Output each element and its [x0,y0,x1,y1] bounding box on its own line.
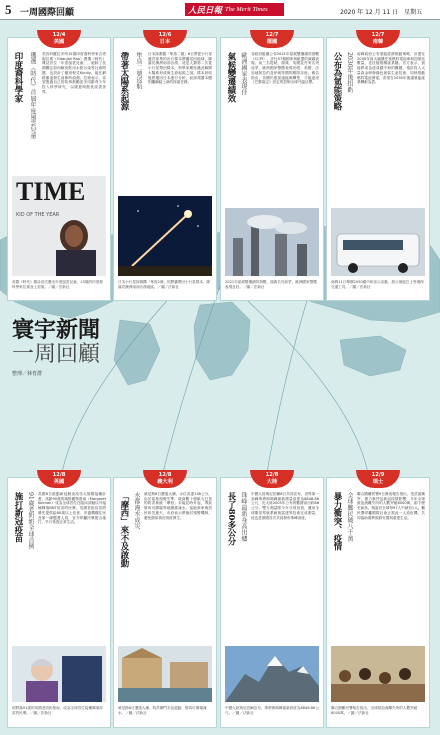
issue-date: 2020 年 12 月 11 日 星期五 [340,9,423,16]
cover-masthead: TIME [16,177,86,206]
date-place-badge [250,30,294,48]
card-headline: 印度裔科學家 [14,52,24,103]
section-subtitle: 一周回顧 [12,342,101,367]
news-card-south-korea [327,32,429,300]
card-article: 日本探測器「隼鳥二號」6日將從小行星龍宮採集的岩石樣本膠囊送回地球，降落於澳洲南部沙漠。這是人類第二次從小行星帶回樣本，科學家期待藉此解開太陽系形成與生命起源之謎。樣本回收後將運回日本進行分析，而探測器本體則繼續踏上新的探索任務。 [148,52,212,85]
card-article: 威尼斯8日遭逢大潮，水位高達138公分，由於氣象預報失準，耗資數十億歐元打造的防洪系統「摩西」未能及時升起，導致聖馬可廣場等地嚴重淹水。當地商家與居民叫苦連天，市府表示將檢討預警機制，避免類似情況再度發生。 [144,492,212,520]
card-caption: 日本小行星探測機「隼鳥2號」的膠囊帶回小行星樣本，降落於澳洲南部沙漠地區。／圖／法新社 [118,280,211,289]
card-subhead: 2030年後扭虧 [346,52,353,93]
badge-place: 日本 [159,39,171,45]
badge-place: 義大利 [157,479,173,485]
card-caption: 即將滿91歲的英國老奶奶基南，成為全球首位接種輝瑞疫苗的民眾。／圖／法新社 [12,706,103,715]
card-photo [12,176,106,276]
news-card-china [221,472,323,727]
page-number: 5 [5,2,12,17]
card-headline: 公布為氫能策略 [333,52,343,111]
badge-date: 12/9 [371,472,385,478]
card-subhead: 歐洲國家表現佳 [240,52,247,96]
card-subhead: 水都淹水成災 [133,492,140,530]
card-headline: 氣候變遷績效 [227,52,237,103]
logo-english: The Merit Times [225,6,268,13]
card-article: 英國8日啟動新冠肺炎疫苗大規模接種計畫，高齡90歲的瑪格麗特基南（Margaret Keenan）成為全球首位在臨床試驗以外接種輝瑞BNT疫苗的民眾。英國首批疫苗將優先提供給80歲以上長者、安養機構住民及第一線醫護人員，官方呼籲民眾配合施打，早日恢復正常生活。 [38,492,106,525]
card-article: 中國大陸與尼泊爾8日共同宣布，世界第一高峰珠穆朗瑪峰最新測量高度為8848.86公尺，比大陸2005年公布的數據高出約86公分。雙方測量隊今年分別登頂，運用全球衛星導航系統與雷達等技術完成測量，這也是兩國首次共同發布珠峰高度。 [251,492,319,520]
column-name: 一周國際回顧 [20,8,75,18]
card-headline: 「摩西」來不及啟動 [120,492,130,568]
logo-chinese: 人民日報 [188,5,223,16]
card-photo [225,646,319,702]
date-place-badge [143,470,187,488]
badge-date: 12/7 [265,32,279,38]
card-article: 美容科羅拉多州15歲印度裔科學家吉塔妮拉奧（Gitanjali Rao）獲選《時代》雜誌首位「年度風雲兒童」。她除了長期關注如何解決飲用水鉛污染等社會問題，也設計了應用程式Kindly，能在網路霸凌發生前即時偵測。拉奧表示，希望透過自己的故事鼓勵更多同齡青少年投入科學研究，以創意與熱忱改善世界。 [42,52,106,94]
card-subhead: 獲選《時代》首屆年度風雲兒童 [29,52,36,139]
badge-place: 英國 [53,479,65,485]
news-card-switzerland [327,472,429,727]
card-subhead: 91歲老奶奶全球首例 [27,492,34,550]
card-headline: 施打新冠疫苗 [14,492,24,543]
card-article: 非政府組織公布2021年氣候變遷績效指數（CCPI），評比57個國家與歐盟的減碳表現。前三名從缺，瑞典、英國及丹麥名列前茅，歐洲國家整體表現亮眼；美國、沙烏地阿拉伯及伊朗等國則敬陪末座。報告指出，各國仍需加速能源轉型，才能達成《巴黎協定》設定的控制全球升溫目標。 [251,52,319,85]
card-caption: 美國《時代》雜誌首次選出年度風雲兒童，15歲的印度裔科學家拉奧登上封面。／圖／法新社 [12,280,103,289]
badge-date: 12/8 [52,472,66,478]
badge-date: 12/6 [158,32,172,38]
card-headline: 暴力衝突、疫情 [333,492,343,551]
card-caption: 中國大陸與尼泊爾宣布，珠穆朗瑪峰最新高度為8848.86公尺。／圖／法新社 [225,706,319,715]
card-caption: 聯合國難民署報告指出，全球被迫流離失所的人數突破8000萬。／圖／法新社 [331,706,418,715]
card-photo [12,646,106,702]
badge-place: 德國 [266,39,278,45]
page-header [0,0,440,20]
card-subhead: 珠峰最新身高出爐 [240,492,247,542]
section-title: 寰宇新聞 [12,317,101,343]
card-headline: 長了80多公分 [227,492,237,546]
news-card-germany [221,32,323,300]
news-card-uk [8,472,110,727]
card-caption: 威尼斯8日遭逢大潮，防洪閘門未及啟動，聖馬可廣場淹水。／圖／法新社 [118,706,207,715]
card-subhead: 隼鳥二號返航 [135,52,142,90]
card-photo [331,208,425,276]
date-place-badge [250,470,294,488]
badge-place: 美國 [53,39,65,45]
date-place-badge [37,470,81,488]
badge-date: 12/4 [52,32,66,38]
card-photo [331,646,425,702]
newspaper-logo [185,3,284,16]
badge-date: 12/8 [158,472,172,478]
badge-place: 南韓 [372,39,384,45]
section-title-block [12,318,162,394]
card-caption: 2021年氣候變遷績效指數，瑞典名列前茅，歐洲國家整體表現良好。／圖／法新社 [225,280,317,289]
card-subhead: 全球難民破八千萬 [346,492,353,542]
compiler-credit: 整理／林育群 [12,371,43,377]
card-photo [118,196,212,276]
news-card-japan [114,32,216,300]
card-article: 聯合國難民署9日發表報告指出，受武裝衝突、暴力事件及新冠疫情影響，今年全球被迫流離失所的人數突破8000萬，創下歷史新高，相當於全球每97人中就有1人。難民署呼籲國際社會正視此一人道危機，共同協助弱勢族群安置與重建生活。 [357,492,425,520]
news-card-italy [114,472,216,727]
card-headline: 帶著太陽系起源 [120,52,130,111]
card-caption: 南韓11日舉辦2050碳中和宣示活動，展示氫能巴士等環保交通工具。／圖／法新社 [331,280,424,289]
badge-date: 12/7 [371,32,385,38]
card-photo [225,208,319,276]
cover-blurb: KID OF THE YEAR [16,212,60,218]
date-place-badge [356,470,400,488]
card-article: 南韓政府公布氫能經濟推動策略，計畫在2030年前大幅擴充氫燃料電池車與加氫站數量，並扶植相關產業鏈。官方表示，氫能將成為達成碳中和的關鍵，預計投入大量資金研發綠色氫氣生產技術，同時推動燃料電池發電，希望在2030年後讓氫能產業轉虧為盈。 [357,52,425,85]
news-card-usa [8,32,110,300]
date-place-badge [356,30,400,48]
badge-place: 瑞士 [372,479,384,485]
date-place-badge [37,30,81,48]
card-photo [118,646,212,702]
badge-date: 12/8 [265,472,279,478]
badge-place: 大陸 [266,479,278,485]
date-place-badge [143,30,187,48]
